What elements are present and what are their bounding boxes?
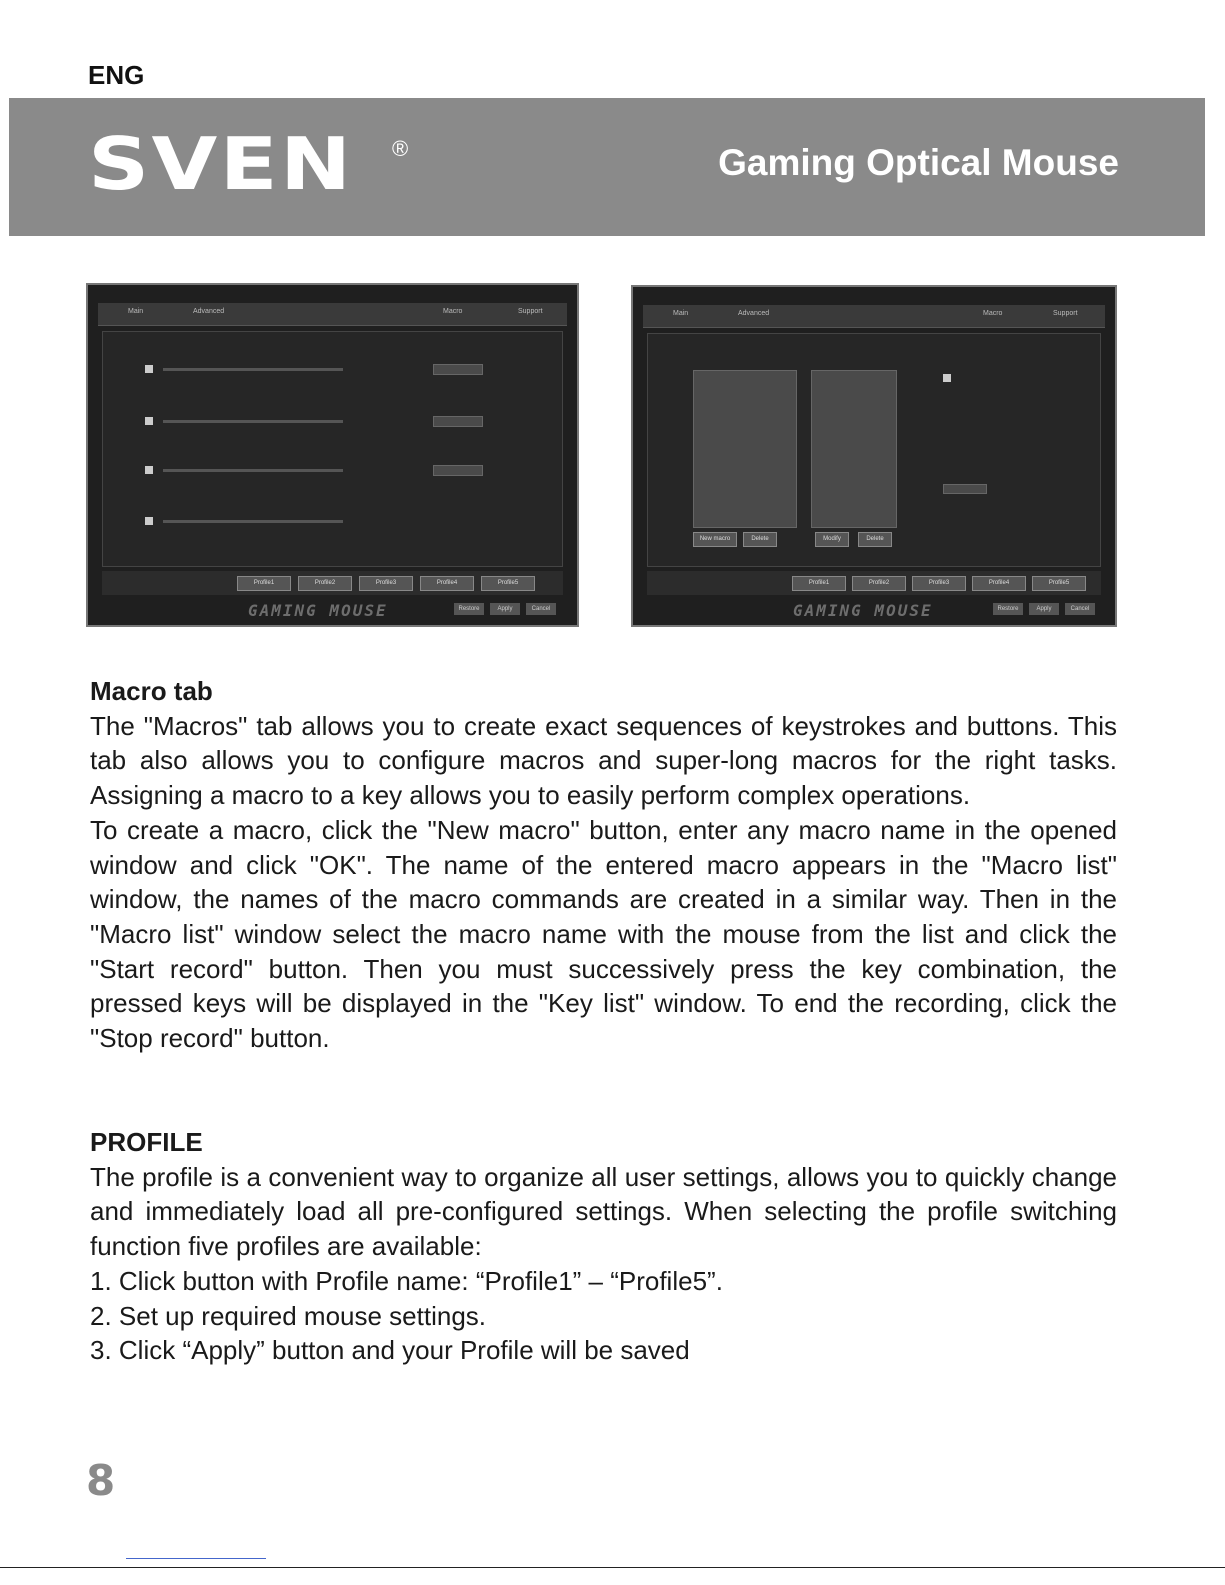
registered-mark: ® bbox=[392, 136, 409, 161]
cancel-button: Cancel bbox=[1065, 603, 1095, 615]
slider-track bbox=[163, 520, 343, 523]
screenshot-advanced-tab bbox=[86, 283, 579, 627]
profile-heading: PROFILE bbox=[90, 1127, 203, 1157]
profile-button: Profile3 bbox=[912, 576, 966, 591]
footer-link-line bbox=[126, 1558, 266, 1559]
profile-button: Profile4 bbox=[972, 576, 1026, 591]
new-macro-button: New macro bbox=[693, 532, 737, 547]
slider-track bbox=[163, 368, 343, 371]
footer-bar bbox=[98, 599, 567, 621]
profile-button: Profile2 bbox=[298, 576, 352, 591]
macro-section bbox=[90, 674, 1117, 1056]
product-title: Gaming Optical Mouse bbox=[718, 142, 1119, 183]
language-label: ENG bbox=[88, 60, 145, 90]
macro-paragraph-2: To create a macro, click the "New macro" button, enter any macro name in the opened window and click "OK". The name of the entered macro appears in the "Macro list" window, the names of the macro commands are created in a similar way. Then in the "Macro list" window select the macro name with the mouse from the list and click the "Start record" button. Then you must successively press the key combination, the pressed keys will be displayed in the "Key list" window. To end the recording, click the "Stop record" button. bbox=[90, 814, 1117, 1054]
profile-bar bbox=[647, 571, 1101, 595]
tab-bar bbox=[98, 303, 567, 326]
profile-button: Profile1 bbox=[792, 576, 846, 591]
tab-support: Support bbox=[518, 308, 543, 315]
macro-paragraph-1: The "Macros" tab allows you to create exact sequences of keystrokes and buttons. This tab also allows you to configure macros and super-long macros for the right tasks. Assigning a macro to a key allows you to easily perform complex operations. bbox=[90, 710, 1117, 811]
sven-logo: SVEN bbox=[88, 122, 354, 206]
profile-button: Profile3 bbox=[359, 576, 413, 591]
footer-bar bbox=[643, 599, 1105, 621]
dropdown bbox=[433, 416, 483, 427]
tab-macro: Macro bbox=[443, 308, 463, 315]
settings-area bbox=[102, 331, 563, 567]
macro-area bbox=[647, 333, 1101, 567]
profile-button: Profile1 bbox=[237, 576, 291, 591]
delete-button: Delete bbox=[743, 532, 777, 547]
cancel-button: Cancel bbox=[526, 603, 556, 615]
apply-button: Apply bbox=[490, 603, 520, 615]
gaming-mouse-logo: GAMING MOUSE bbox=[248, 601, 388, 620]
profile-step-1: 1. Click button with Profile name: “Profile1” – “Profile5”. bbox=[90, 1265, 723, 1296]
profile-button: Profile5 bbox=[481, 576, 535, 591]
profile-button: Profile2 bbox=[852, 576, 906, 591]
macro-list-panel bbox=[693, 370, 797, 528]
restore-button: Restore bbox=[993, 603, 1023, 615]
profile-button: Profile4 bbox=[420, 576, 474, 591]
header-banner bbox=[9, 98, 1205, 236]
page-number: 8 bbox=[86, 1456, 116, 1505]
gaming-mouse-logo: GAMING MOUSE bbox=[793, 601, 933, 620]
profile-step-2: 2. Set up required mouse settings. bbox=[90, 1300, 487, 1331]
tab-advanced: Advanced bbox=[193, 308, 225, 315]
page-bottom-rule bbox=[0, 1567, 1225, 1568]
checkbox bbox=[145, 365, 153, 373]
macro-heading: Macro tab bbox=[90, 676, 213, 706]
slider-track bbox=[163, 469, 343, 472]
tab-support: Support bbox=[1053, 310, 1078, 317]
tab-bar bbox=[643, 305, 1105, 328]
checkbox bbox=[145, 417, 153, 425]
profile-section bbox=[90, 1125, 1117, 1368]
checkbox bbox=[145, 466, 153, 474]
tab-macro: Macro bbox=[983, 310, 1003, 317]
slider-track bbox=[163, 420, 343, 423]
screenshot-macro-tab bbox=[631, 285, 1117, 627]
profile-step-3: 3. Click “Apply” button and your Profile will be saved bbox=[90, 1335, 690, 1366]
restore-button: Restore bbox=[454, 603, 484, 615]
checkbox bbox=[943, 374, 951, 382]
tab-main: Main bbox=[673, 310, 689, 317]
tab-advanced: Advanced bbox=[738, 310, 770, 317]
key-list-panel bbox=[811, 370, 897, 528]
checkbox bbox=[145, 517, 153, 525]
tab-main: Main bbox=[128, 308, 144, 315]
apply-button: Apply bbox=[1029, 603, 1059, 615]
profile-paragraph: The profile is a convenient way to organize all user settings, allows you to quickly change and immediately load all pre-configured settings. When selecting the profile switching function five profiles are available: bbox=[90, 1161, 1117, 1262]
profile-bar bbox=[102, 571, 563, 595]
modify-button: Modify bbox=[815, 532, 849, 547]
dropdown bbox=[943, 484, 987, 494]
delete-button: Delete bbox=[858, 532, 892, 547]
dropdown bbox=[433, 465, 483, 476]
profile-button: Profile5 bbox=[1032, 576, 1086, 591]
dropdown bbox=[433, 364, 483, 375]
